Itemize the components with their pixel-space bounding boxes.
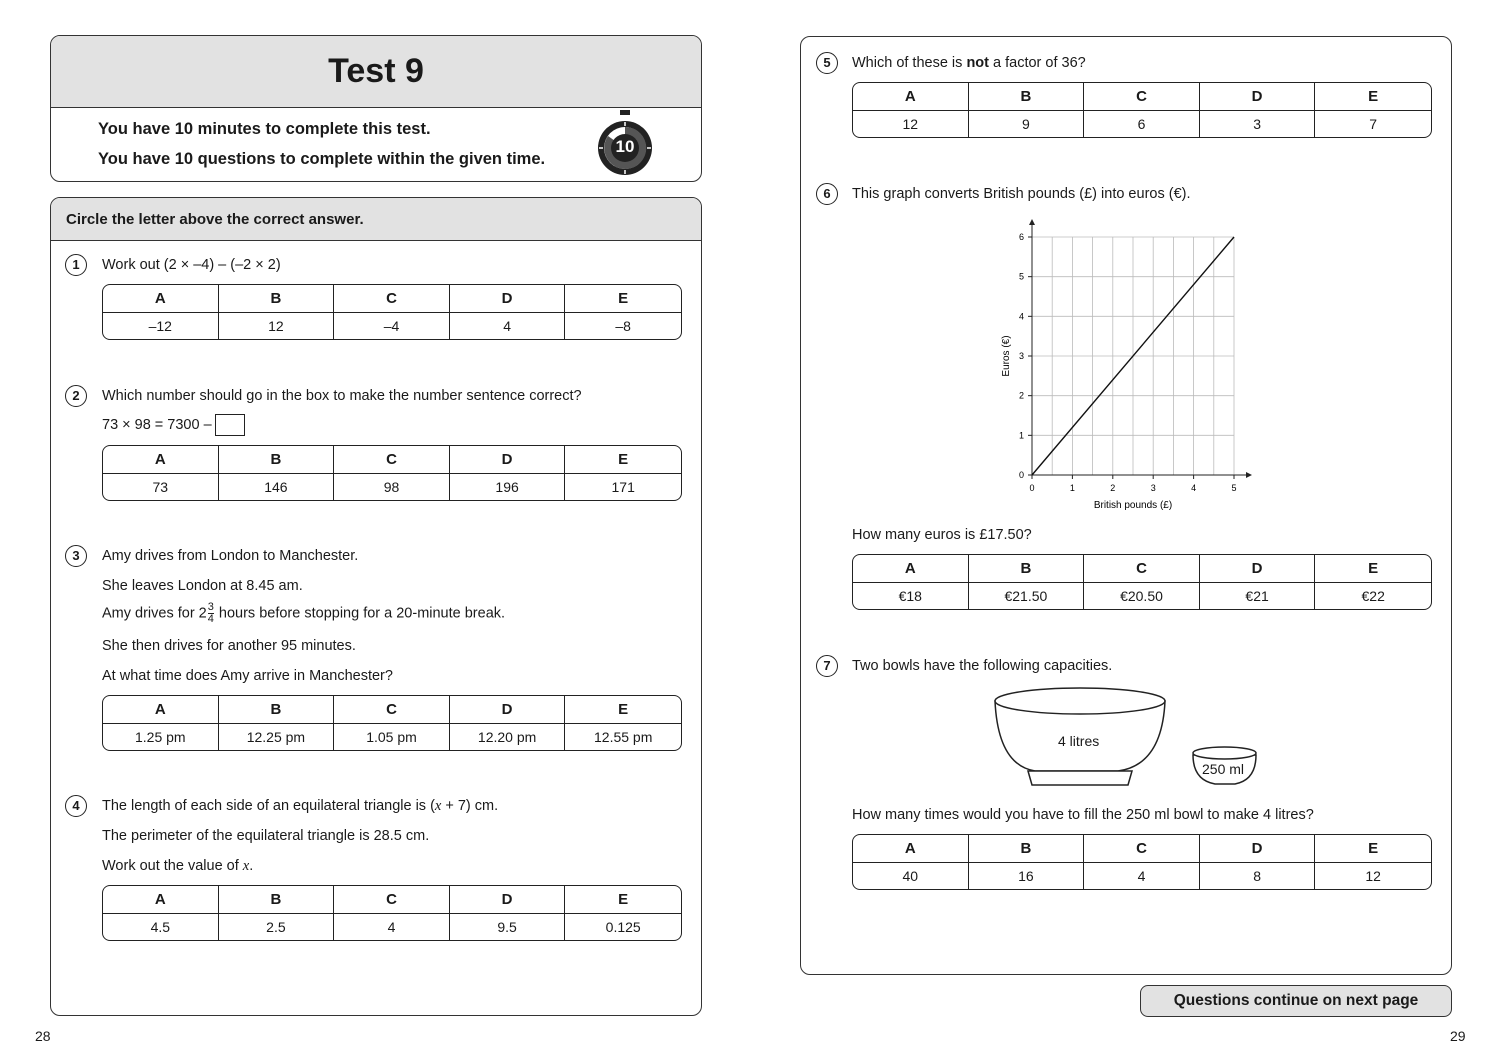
variable-x: x	[434, 798, 442, 814]
option-letter-c[interactable]: C	[334, 886, 450, 914]
continue-label: Questions continue on next page	[1173, 992, 1419, 1009]
option-letter-d[interactable]: D	[450, 285, 566, 313]
x-tick-label: 1	[1069, 483, 1075, 493]
question-number: 2	[65, 385, 87, 407]
option-value: 98	[334, 474, 450, 500]
question-text: At what time does Amy arrive in Manchester?	[102, 668, 393, 684]
question-text-part: Work out the value of	[102, 858, 243, 874]
option-value: 12	[219, 313, 335, 339]
y-tick-label: 5	[1018, 271, 1024, 282]
option-letter-b[interactable]: B	[219, 446, 335, 474]
intro-line-1: You have 10 minutes to complete this test.	[98, 120, 431, 138]
option-letter-a[interactable]: A	[103, 446, 219, 474]
option-value: 4	[1084, 863, 1200, 889]
y-tick-label: 3	[1018, 351, 1024, 361]
option-value: 6	[1084, 111, 1200, 137]
option-letter-b[interactable]: B	[219, 285, 335, 313]
conversion-graph	[990, 215, 1260, 515]
option-letter-b[interactable]: B	[219, 696, 335, 724]
question-text-emphasis: not	[966, 55, 989, 71]
option-letter-e[interactable]: E	[565, 696, 681, 724]
option-letter-c[interactable]: C	[1084, 555, 1200, 583]
question-text	[102, 858, 253, 875]
option-letter-d[interactable]: D	[450, 696, 566, 724]
option-letter-c[interactable]: C	[334, 696, 450, 724]
question-text: She then drives for another 95 minutes.	[102, 638, 356, 654]
x-tick-label: 3	[1150, 483, 1156, 493]
y-tick-label: 1	[1018, 430, 1024, 441]
question-number: 7	[816, 655, 838, 677]
option-letter-a[interactable]: A	[103, 285, 219, 313]
question-text: The perimeter of the equilateral triangle is 28.5 cm.	[102, 828, 430, 844]
option-value: 12.25 pm	[219, 724, 335, 750]
question-text-part: The length of each side of an equilateral triangle is (	[102, 798, 435, 814]
option-value: €21.50	[969, 583, 1085, 609]
option-letter-d[interactable]: D	[1200, 555, 1316, 583]
continue-banner	[1140, 985, 1452, 1017]
option-letter-a[interactable]: A	[853, 555, 969, 583]
x-tick-label: 2	[1110, 483, 1116, 493]
fraction	[208, 602, 214, 625]
option-letter-b[interactable]: B	[969, 555, 1085, 583]
option-value: –12	[103, 313, 219, 339]
y-tick-label: 4	[1018, 311, 1024, 322]
intro-line-2: You have 10 questions to complete within the given time.	[98, 150, 546, 168]
option-letter-d[interactable]: D	[1200, 835, 1316, 863]
y-tick-label: 6	[1018, 232, 1024, 242]
option-value: €21	[1200, 583, 1316, 609]
question-number: 6	[816, 183, 838, 205]
number-sentence-text: 73 × 98 = 7300 –	[102, 416, 212, 433]
option-value: 73	[103, 474, 219, 500]
option-letter-c[interactable]: C	[334, 285, 450, 313]
question-number: 3	[65, 545, 87, 567]
question-text: She leaves London at 8.45 am.	[102, 578, 303, 594]
option-value: 146	[219, 474, 335, 500]
option-letter-e[interactable]: E	[565, 886, 681, 914]
option-value: 3	[1200, 111, 1316, 137]
option-letter-d[interactable]: D	[1200, 83, 1316, 111]
option-letter-e[interactable]: E	[1315, 835, 1431, 863]
timer-label: 10	[615, 137, 635, 156]
variable-x: x	[242, 858, 250, 874]
option-value: 40	[853, 863, 969, 889]
y-axis-label: Euros (€)	[1001, 335, 1012, 377]
small-bowl-label: 250 ml	[1202, 761, 1245, 777]
fraction-denominator: 4	[207, 613, 214, 625]
option-letter-c[interactable]: C	[1084, 835, 1200, 863]
question-text	[852, 55, 1086, 71]
stopwatch-icon	[594, 108, 656, 180]
x-axis-label: British pounds (£)	[1093, 500, 1173, 511]
option-letter-b[interactable]: B	[969, 83, 1085, 111]
option-value: 12.20 pm	[450, 724, 566, 750]
question-number: 1	[65, 254, 87, 276]
test-header-panel	[50, 35, 702, 182]
question-text: Which number should go in the box to make the number sentence correct?	[102, 388, 582, 404]
x-tick-label: 4	[1191, 483, 1197, 493]
option-value: 7	[1369, 116, 1378, 132]
option-letter-e[interactable]: E	[1315, 83, 1431, 111]
option-letter-c[interactable]: C	[334, 446, 450, 474]
option-value: 8	[1200, 863, 1316, 889]
answer-options	[852, 82, 1432, 138]
question-text: Two bowls have the following capacities.	[852, 658, 1113, 674]
option-value: €20.50	[1084, 583, 1200, 609]
question-text-part: Amy drives for 2	[102, 605, 207, 622]
option-value: 9	[969, 111, 1085, 137]
option-value: 2.5	[219, 914, 335, 940]
option-value: –4	[334, 313, 450, 339]
answer-options	[852, 554, 1432, 610]
option-letter-a[interactable]: A	[103, 886, 219, 914]
y-tick-label: 2	[1018, 390, 1024, 401]
answer-options	[102, 284, 682, 340]
option-letter-e[interactable]: E	[565, 285, 681, 313]
question-text-part: .	[249, 858, 254, 874]
x-axis-arrow	[1246, 472, 1252, 478]
x-tick-label: 0	[1029, 483, 1035, 493]
instruction-bar	[51, 198, 701, 241]
big-bowl-label: 4 litres	[1058, 733, 1100, 749]
instruction-text: Circle the letter above the correct answer.	[66, 211, 364, 228]
option-letter-a[interactable]: A	[103, 696, 219, 724]
answer-box	[215, 414, 245, 436]
question-text: How many euros is £17.50?	[852, 527, 1032, 543]
option-letter-b[interactable]: B	[219, 886, 335, 914]
option-letter-e[interactable]: E	[1315, 555, 1431, 583]
answer-options	[102, 695, 682, 751]
option-value: 16	[969, 863, 1085, 889]
option-value: 12.55 pm	[594, 729, 653, 745]
option-value: 4	[334, 914, 450, 940]
question-text: Amy drives from London to Manchester.	[102, 548, 359, 564]
answer-options	[102, 885, 682, 941]
option-value: 12	[1365, 868, 1381, 884]
option-value: –8	[615, 318, 631, 334]
fraction-numerator: 3	[207, 601, 214, 613]
answer-options	[852, 834, 1432, 890]
option-letter-c[interactable]: C	[1084, 83, 1200, 111]
test-title-bar	[51, 36, 701, 108]
y-tick-label: 0	[1018, 470, 1024, 480]
question-text: This graph converts British pounds (£) into euros (€).	[852, 186, 1191, 202]
question-text-part: a factor of 36?	[988, 55, 1086, 71]
option-value: 196	[450, 474, 566, 500]
y-axis-arrow	[1029, 219, 1035, 225]
option-value: 4.5	[103, 914, 219, 940]
option-value: €22	[1361, 588, 1385, 604]
answer-options	[102, 445, 682, 501]
option-letter-a[interactable]: A	[853, 83, 969, 111]
number-sentence	[102, 414, 245, 436]
bowls-illustration	[990, 685, 1270, 790]
option-value: 9.5	[450, 914, 566, 940]
option-value: 171	[611, 479, 635, 495]
x-tick-label: 5	[1231, 483, 1237, 493]
option-letter-d[interactable]: D	[450, 446, 566, 474]
question-text	[102, 602, 505, 625]
option-letter-d[interactable]: D	[450, 886, 566, 914]
question-text-part: + 7) cm.	[441, 798, 499, 814]
option-value: 1.05 pm	[334, 724, 450, 750]
question-text	[102, 798, 498, 815]
option-value: 0.125	[605, 919, 641, 935]
option-value: 4	[450, 313, 566, 339]
question-text: How many times would you have to fill the 250 ml bowl to make 4 litres?	[852, 807, 1314, 823]
option-value: 12	[853, 111, 969, 137]
option-letter-e[interactable]: E	[565, 446, 681, 474]
option-letter-b[interactable]: B	[969, 835, 1085, 863]
question-number: 4	[65, 795, 87, 817]
page-number-left: 28	[35, 1028, 51, 1044]
test-title: Test 9	[328, 52, 424, 90]
page-number-right: 29	[1450, 1028, 1466, 1044]
option-letter-a[interactable]: A	[853, 835, 969, 863]
question-number: 5	[816, 52, 838, 74]
question-text-part: hours before stopping for a 20-minute break.	[218, 605, 506, 622]
question-text-part: Which of these is	[852, 55, 967, 71]
option-value: €18	[853, 583, 969, 609]
question-text: Work out (2 × –4) – (–2 × 2)	[102, 257, 281, 273]
option-value: 1.25 pm	[103, 724, 219, 750]
